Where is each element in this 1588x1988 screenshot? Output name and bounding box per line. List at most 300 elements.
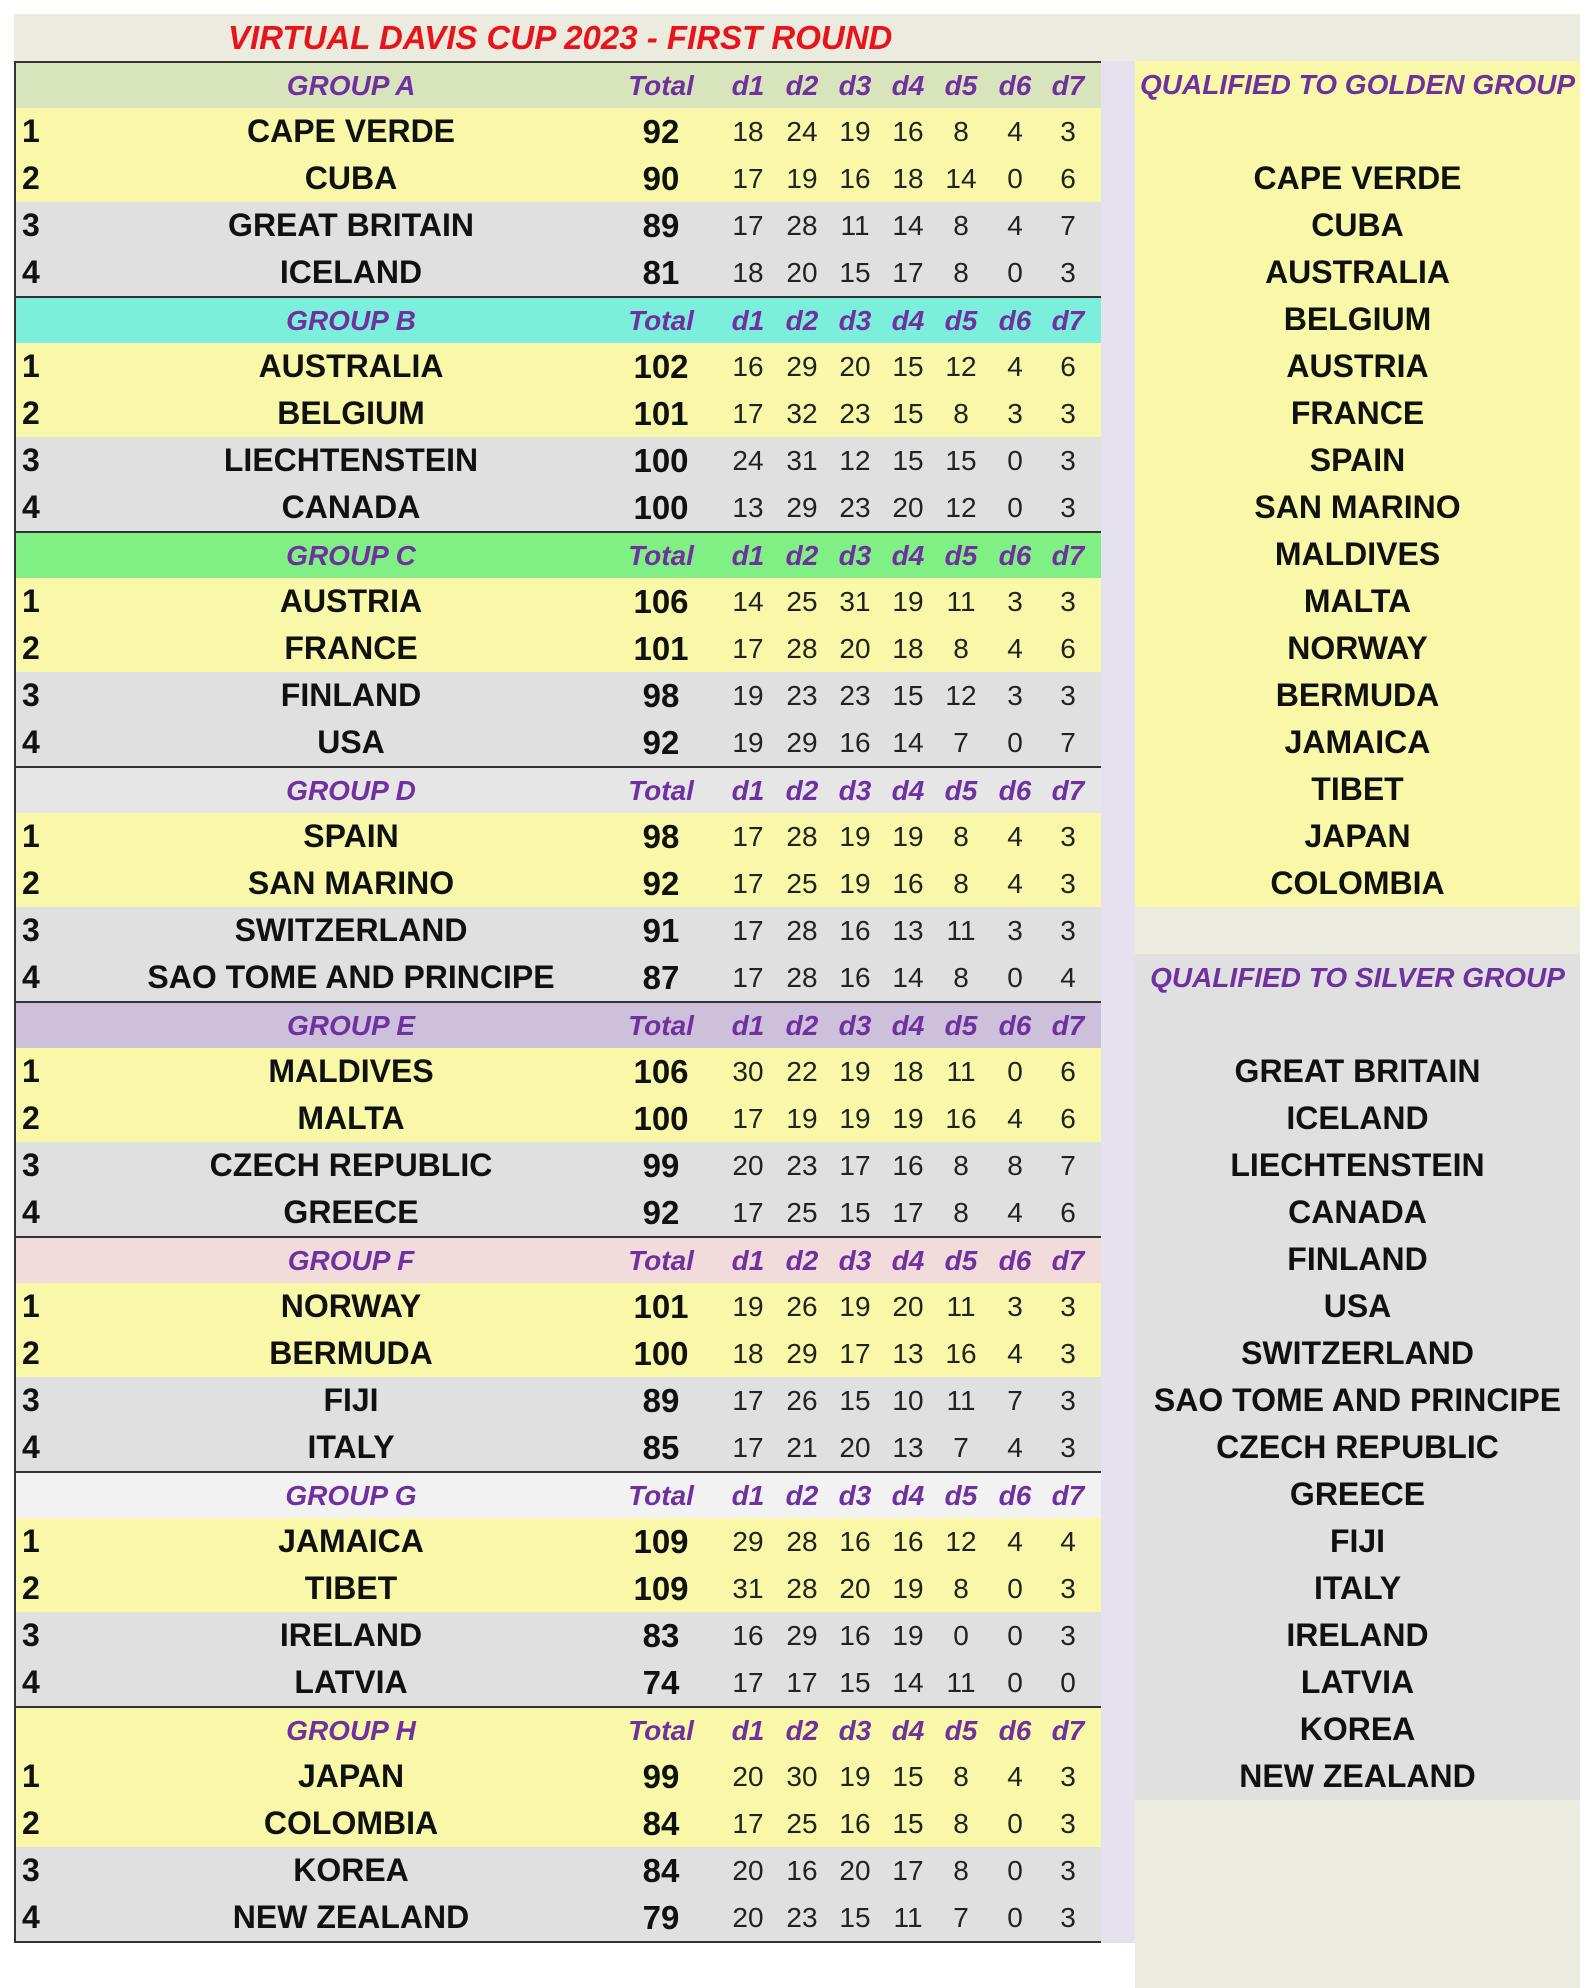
team-day-score: 17	[839, 1149, 871, 1181]
team-row	[16, 1377, 1101, 1424]
group-header	[16, 1001, 1101, 1048]
team-day-score: 17	[732, 1431, 764, 1463]
team-total: 92	[642, 112, 680, 150]
team-total: 106	[633, 1052, 689, 1090]
silver-team: IRELAND	[1286, 1617, 1429, 1653]
team-rank: 4	[22, 1664, 40, 1700]
team-country: JAMAICA	[278, 1523, 424, 1559]
team-row	[16, 719, 1101, 766]
team-total: 99	[642, 1757, 680, 1795]
team-day-score: 3	[1060, 585, 1076, 617]
day-column-header: d1	[731, 69, 765, 101]
team-day-score: 15	[839, 256, 871, 288]
team-day-score: 16	[839, 1525, 871, 1557]
team-day-score: 29	[786, 1619, 818, 1651]
team-day-score: 3	[1007, 1290, 1023, 1322]
team-rank: 3	[22, 442, 40, 478]
team-day-score: 30	[786, 1760, 818, 1792]
team-day-score: 29	[786, 491, 818, 523]
team-day-score: 7	[1060, 209, 1076, 241]
team-day-score: 15	[945, 444, 977, 476]
team-rank: 4	[22, 1194, 40, 1230]
team-row	[16, 108, 1101, 155]
day-column-header: d5	[944, 304, 978, 336]
team-row	[16, 155, 1101, 202]
day-column-header: d5	[944, 1244, 978, 1276]
team-country: AUSTRALIA	[258, 348, 444, 384]
team-country: MALDIVES	[268, 1053, 434, 1089]
team-day-score: 20	[892, 1290, 924, 1322]
team-day-score: 3	[1060, 1807, 1076, 1839]
golden-team: MALTA	[1303, 583, 1412, 619]
section-divider	[1135, 907, 1580, 954]
team-day-score: 8	[953, 115, 969, 147]
team-country: KOREA	[293, 1852, 409, 1888]
day-column-header: d2	[785, 1714, 819, 1746]
total-column-header: Total	[628, 69, 694, 101]
team-day-score: 16	[892, 115, 924, 147]
team-rank: 4	[22, 489, 40, 525]
team-day-score: 3	[1060, 1572, 1076, 1604]
day-column-header: d6	[998, 1244, 1032, 1276]
day-column-header: d7	[1051, 1244, 1085, 1276]
team-country: ITALY	[307, 1429, 395, 1465]
team-day-score: 20	[732, 1854, 764, 1886]
team-row	[16, 1847, 1101, 1894]
team-day-score: 17	[732, 1807, 764, 1839]
team-day-score: 13	[732, 491, 764, 523]
team-day-score: 29	[786, 350, 818, 382]
group-header	[16, 1236, 1101, 1283]
team-day-score: 6	[1060, 350, 1076, 382]
team-row	[16, 249, 1101, 296]
team-day-score: 4	[1007, 1431, 1023, 1463]
bottom-fill	[1135, 1800, 1580, 1988]
team-day-score: 8	[953, 256, 969, 288]
day-column-header: d3	[838, 1479, 872, 1511]
team-day-score: 3	[1060, 444, 1076, 476]
team-day-score: 8	[953, 632, 969, 664]
team-row	[16, 1800, 1101, 1847]
day-column-header: d3	[838, 1714, 872, 1746]
group-title: GROUP C	[286, 539, 416, 571]
team-day-score: 18	[732, 115, 764, 147]
silver-team: CANADA	[1288, 1194, 1427, 1230]
team-day-score: 28	[786, 820, 818, 852]
day-column-header: d5	[944, 1714, 978, 1746]
silver-group-section	[1135, 954, 1580, 1800]
team-day-score: 23	[786, 1149, 818, 1181]
team-total: 98	[642, 676, 680, 714]
team-day-score: 17	[732, 961, 764, 993]
team-total: 99	[642, 1146, 680, 1184]
group-title: GROUP B	[286, 304, 416, 336]
group-header	[16, 296, 1101, 343]
day-column-header: d6	[998, 539, 1032, 571]
team-row	[16, 1659, 1101, 1706]
team-day-score: 20	[892, 491, 924, 523]
team-day-score: 17	[786, 1666, 818, 1698]
team-day-score: 8	[953, 1572, 969, 1604]
team-total: 90	[642, 159, 680, 197]
team-day-score: 14	[732, 585, 764, 617]
day-column-header: d7	[1051, 1479, 1085, 1511]
day-column-header: d4	[891, 1009, 925, 1041]
team-rank: 2	[22, 1100, 40, 1136]
team-day-score: 3	[1060, 1290, 1076, 1322]
team-day-score: 8	[1007, 1149, 1023, 1181]
team-day-score: 28	[786, 632, 818, 664]
team-day-score: 19	[839, 1760, 871, 1792]
day-column-header: d4	[891, 1244, 925, 1276]
team-row	[16, 1894, 1101, 1941]
day-column-header: d6	[998, 304, 1032, 336]
day-column-header: d2	[785, 69, 819, 101]
team-country: CUBA	[304, 160, 398, 196]
team-day-score: 19	[892, 820, 924, 852]
team-day-score: 16	[892, 1525, 924, 1557]
team-day-score: 17	[732, 1102, 764, 1134]
group-title: GROUP D	[286, 774, 416, 806]
team-day-score: 8	[953, 1807, 969, 1839]
team-day-score: 16	[839, 726, 871, 758]
team-rank: 3	[22, 912, 40, 948]
team-day-score: 0	[1007, 1807, 1023, 1839]
day-column-header: d4	[891, 1479, 925, 1511]
team-total: 84	[642, 1851, 680, 1889]
team-rank: 4	[22, 1429, 40, 1465]
total-column-header: Total	[628, 304, 694, 336]
team-country: NORWAY	[280, 1288, 422, 1324]
team-day-score: 14	[892, 1666, 924, 1698]
team-day-score: 6	[1060, 1055, 1076, 1087]
team-day-score: 17	[732, 1666, 764, 1698]
team-country: IRELAND	[279, 1617, 423, 1653]
team-day-score: 17	[892, 256, 924, 288]
team-day-score: 16	[839, 914, 871, 946]
team-day-score: 12	[945, 350, 977, 382]
team-country: TIBET	[304, 1570, 398, 1606]
day-column-header: d2	[785, 1009, 819, 1041]
team-total: 101	[633, 1287, 689, 1325]
team-total: 106	[633, 582, 689, 620]
day-column-header: d4	[891, 1714, 925, 1746]
team-total: 91	[642, 911, 680, 949]
team-day-score: 7	[953, 1901, 969, 1933]
team-day-score: 8	[953, 209, 969, 241]
team-day-score: 3	[1007, 585, 1023, 617]
team-row	[16, 1565, 1101, 1612]
team-day-score: 4	[1007, 1196, 1023, 1228]
team-rank: 4	[22, 959, 40, 995]
team-day-score: 20	[839, 632, 871, 664]
golden-team: BELGIUM	[1283, 301, 1432, 337]
silver-team: CZECH REPUBLIC	[1216, 1429, 1499, 1465]
golden-group-list	[1135, 155, 1580, 907]
team-row	[16, 390, 1101, 437]
team-day-score: 15	[839, 1901, 871, 1933]
team-country: USA	[317, 724, 385, 760]
team-day-score: 4	[1007, 209, 1023, 241]
team-rank: 4	[22, 1899, 40, 1935]
team-day-score: 3	[1060, 491, 1076, 523]
group-title: GROUP F	[287, 1244, 415, 1276]
day-column-header: d4	[891, 539, 925, 571]
team-rank: 1	[22, 1053, 40, 1089]
team-row	[16, 484, 1101, 531]
team-country: CZECH REPUBLIC	[209, 1147, 493, 1183]
team-row	[16, 1753, 1101, 1800]
day-column-header: d1	[731, 1009, 765, 1041]
team-day-score: 16	[786, 1854, 818, 1886]
day-column-header: d1	[731, 1714, 765, 1746]
group-title: GROUP H	[286, 1714, 416, 1746]
team-day-score: 11	[840, 209, 870, 241]
silver-team: NEW ZEALAND	[1239, 1758, 1476, 1794]
day-column-header: d6	[998, 69, 1032, 101]
day-column-header: d1	[731, 1479, 765, 1511]
team-day-score: 18	[732, 256, 764, 288]
team-day-score: 8	[953, 1149, 969, 1181]
team-rank: 1	[22, 348, 40, 384]
golden-team: BERMUDA	[1275, 677, 1440, 713]
team-day-score: 3	[1060, 867, 1076, 899]
silver-team: USA	[1323, 1288, 1392, 1324]
team-rank: 3	[22, 677, 40, 713]
silver-team: ITALY	[1313, 1570, 1402, 1606]
team-rank: 1	[22, 1288, 40, 1324]
silver-spacer	[1135, 1001, 1580, 1048]
team-day-score: 16	[839, 1807, 871, 1839]
team-day-score: 13	[892, 914, 924, 946]
team-row	[16, 1048, 1101, 1095]
silver-group-list	[1135, 1048, 1580, 1800]
team-day-score: 28	[786, 961, 818, 993]
day-column-header: d5	[944, 539, 978, 571]
team-day-score: 14	[892, 961, 924, 993]
total-column-header: Total	[628, 1479, 694, 1511]
day-column-header: d2	[785, 539, 819, 571]
team-day-score: 19	[892, 1619, 924, 1651]
team-day-score: 6	[1060, 1102, 1076, 1134]
team-day-score: 29	[732, 1525, 764, 1557]
total-column-header: Total	[628, 774, 694, 806]
group-title: GROUP E	[286, 1009, 416, 1041]
golden-team: SPAIN	[1309, 442, 1406, 478]
day-column-header: d2	[785, 774, 819, 806]
team-day-score: 19	[839, 115, 871, 147]
team-total: 102	[633, 347, 689, 385]
team-day-score: 24	[786, 115, 818, 147]
group-header	[16, 766, 1101, 813]
day-column-header: d7	[1051, 774, 1085, 806]
team-day-score: 0	[1007, 1619, 1023, 1651]
team-day-score: 18	[732, 1337, 764, 1369]
team-day-score: 3	[1060, 820, 1076, 852]
total-column-header: Total	[628, 1244, 694, 1276]
team-rank: 2	[22, 1805, 40, 1841]
team-country: MALTA	[297, 1100, 405, 1136]
team-day-score: 6	[1060, 162, 1076, 194]
team-day-score: 14	[892, 726, 924, 758]
day-column-header: d4	[891, 774, 925, 806]
silver-team: SAO TOME AND PRINCIPE	[1153, 1382, 1562, 1418]
total-column-header: Total	[628, 1714, 694, 1746]
day-column-header: d5	[944, 1479, 978, 1511]
day-column-header: d7	[1051, 1009, 1085, 1041]
team-day-score: 20	[786, 256, 818, 288]
team-day-score: 17	[732, 867, 764, 899]
golden-team: CUBA	[1311, 207, 1404, 243]
team-day-score: 8	[953, 397, 969, 429]
team-country: SPAIN	[303, 818, 399, 854]
team-day-score: 8	[953, 820, 969, 852]
team-day-score: 12	[945, 491, 977, 523]
team-country: BERMUDA	[269, 1335, 433, 1371]
team-country: COLOMBIA	[263, 1805, 439, 1841]
team-rank: 3	[22, 1617, 40, 1653]
team-day-score: 25	[786, 1196, 818, 1228]
golden-team: CAPE VERDE	[1253, 160, 1462, 196]
golden-team: FRANCE	[1290, 395, 1425, 431]
team-rank: 4	[22, 254, 40, 290]
team-day-score: 23	[839, 491, 871, 523]
team-row	[16, 672, 1101, 719]
team-day-score: 17	[732, 209, 764, 241]
team-day-score: 28	[786, 1572, 818, 1604]
team-day-score: 19	[839, 820, 871, 852]
silver-group-title: QUALIFIED TO SILVER GROUP	[1150, 961, 1565, 993]
team-total: 92	[642, 864, 680, 902]
team-total: 81	[642, 253, 680, 291]
team-row	[16, 954, 1101, 1001]
team-rank: 4	[22, 724, 40, 760]
team-day-score: 18	[892, 1055, 924, 1087]
team-rank: 3	[22, 207, 40, 243]
day-column-header: d6	[998, 1714, 1032, 1746]
day-column-header: d5	[944, 774, 978, 806]
team-day-score: 10	[892, 1384, 924, 1416]
team-day-score: 11	[893, 1901, 923, 1933]
team-day-score: 23	[839, 679, 871, 711]
team-total: 109	[633, 1522, 689, 1560]
team-day-score: 0	[1007, 1666, 1023, 1698]
team-day-score: 3	[1007, 914, 1023, 946]
team-country: AUSTRIA	[279, 583, 423, 619]
team-day-score: 30	[732, 1055, 764, 1087]
total-column-header: Total	[628, 539, 694, 571]
team-rank: 2	[22, 160, 40, 196]
team-day-score: 11	[946, 1290, 976, 1322]
team-day-score: 20	[839, 350, 871, 382]
team-day-score: 17	[732, 1196, 764, 1228]
team-day-score: 8	[953, 867, 969, 899]
team-day-score: 15	[892, 397, 924, 429]
golden-team: MALDIVES	[1274, 536, 1441, 572]
team-day-score: 3	[1060, 1854, 1076, 1886]
team-day-score: 12	[839, 444, 871, 476]
day-column-header: d3	[838, 539, 872, 571]
silver-team: LATVIA	[1300, 1664, 1415, 1700]
team-day-score: 17	[839, 1337, 871, 1369]
team-day-score: 16	[839, 961, 871, 993]
team-day-score: 26	[786, 1290, 818, 1322]
team-day-score: 19	[732, 679, 764, 711]
team-day-score: 17	[732, 632, 764, 664]
team-day-score: 11	[946, 585, 976, 617]
team-day-score: 24	[732, 444, 764, 476]
team-row	[16, 1612, 1101, 1659]
team-country: JAPAN	[297, 1758, 405, 1794]
team-day-score: 4	[1007, 350, 1023, 382]
golden-spacer	[1135, 108, 1580, 155]
team-day-score: 0	[1060, 1666, 1076, 1698]
team-day-score: 19	[786, 162, 818, 194]
team-rank: 3	[22, 1852, 40, 1888]
team-day-score: 29	[786, 1337, 818, 1369]
team-day-score: 3	[1060, 679, 1076, 711]
team-rank: 1	[22, 818, 40, 854]
total-column-header: Total	[628, 1009, 694, 1041]
silver-team: FIJI	[1329, 1523, 1386, 1559]
team-total: 100	[633, 441, 689, 479]
team-day-score: 31	[839, 585, 871, 617]
team-day-score: 0	[1007, 1055, 1023, 1087]
team-day-score: 17	[892, 1854, 924, 1886]
team-day-score: 15	[839, 1196, 871, 1228]
team-day-score: 4	[1060, 961, 1076, 993]
team-day-score: 23	[786, 1901, 818, 1933]
team-total: 109	[633, 1569, 689, 1607]
golden-group-section	[1135, 61, 1580, 907]
team-row	[16, 1189, 1101, 1236]
team-day-score: 25	[786, 1807, 818, 1839]
team-rank: 2	[22, 865, 40, 901]
team-day-score: 13	[892, 1431, 924, 1463]
team-total: 89	[642, 206, 680, 244]
golden-team: AUSTRIA	[1286, 348, 1429, 384]
group-header	[16, 1471, 1101, 1518]
team-country: FINLAND	[280, 677, 422, 713]
team-row	[16, 860, 1101, 907]
team-day-score: 3	[1060, 256, 1076, 288]
team-day-score: 3	[1007, 397, 1023, 429]
team-day-score: 7	[1060, 726, 1076, 758]
group-title: GROUP G	[285, 1479, 417, 1511]
team-day-score: 8	[953, 961, 969, 993]
team-day-score: 7	[1060, 1149, 1076, 1181]
team-row	[16, 813, 1101, 860]
team-total: 101	[633, 629, 689, 667]
team-day-score: 19	[732, 726, 764, 758]
golden-group-title: QUALIFIED TO GOLDEN GROUP	[1139, 68, 1576, 100]
team-day-score: 3	[1060, 1384, 1076, 1416]
day-column-header: d7	[1051, 539, 1085, 571]
team-total: 92	[642, 723, 680, 761]
team-total: 101	[633, 394, 689, 432]
day-column-header: d3	[838, 774, 872, 806]
team-total: 98	[642, 817, 680, 855]
team-day-score: 7	[1007, 1384, 1023, 1416]
day-column-header: d5	[944, 1009, 978, 1041]
team-day-score: 17	[732, 1384, 764, 1416]
team-total: 83	[642, 1616, 680, 1654]
team-day-score: 15	[892, 1807, 924, 1839]
day-column-header: d6	[998, 1009, 1032, 1041]
team-rank: 2	[22, 395, 40, 431]
team-row	[16, 907, 1101, 954]
team-day-score: 19	[839, 1055, 871, 1087]
